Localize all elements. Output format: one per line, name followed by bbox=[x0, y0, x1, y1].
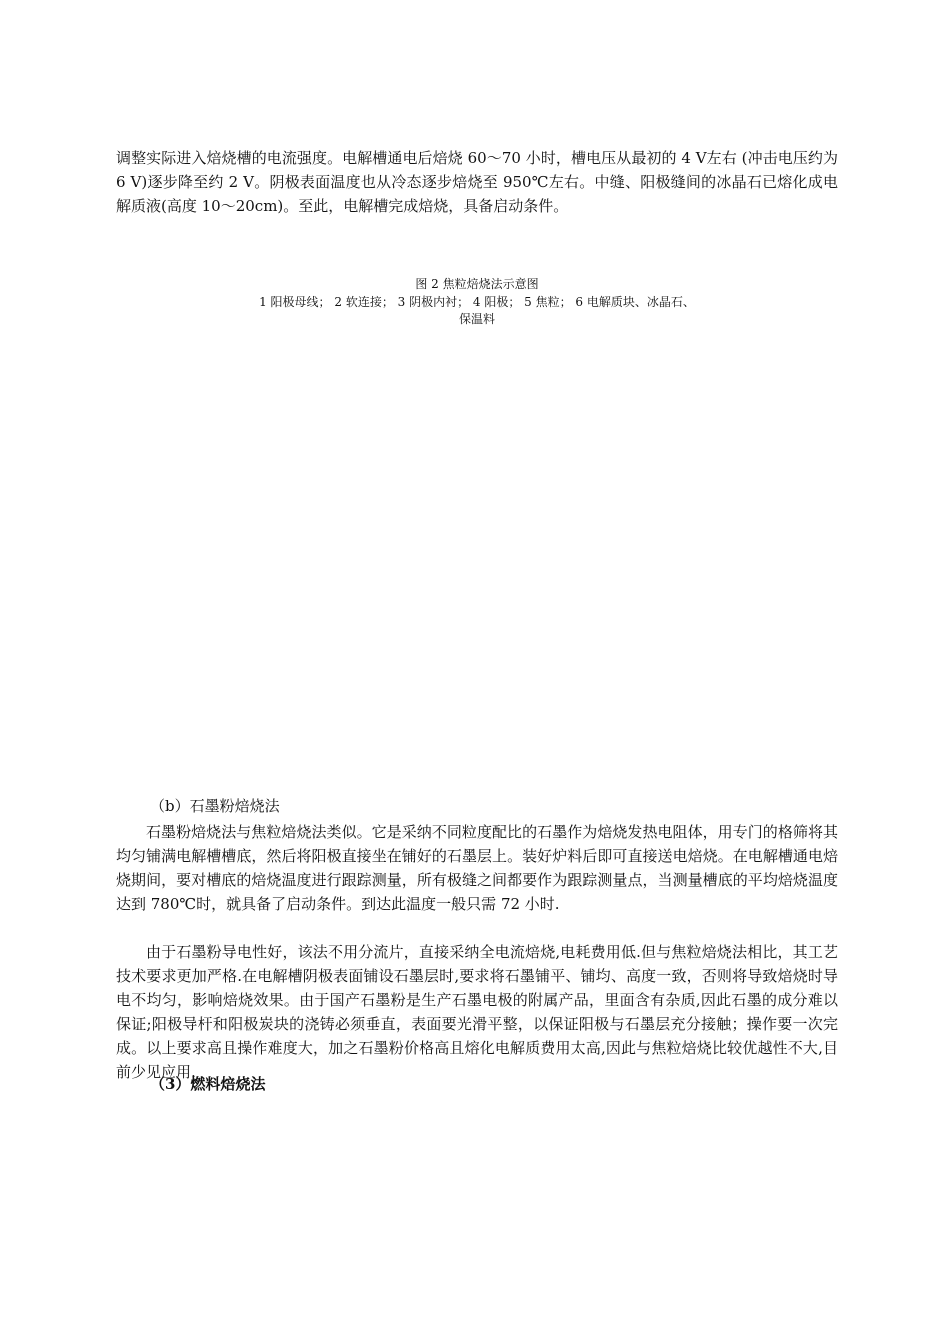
figure-caption-legend-continued: 保温料 bbox=[458, 312, 495, 326]
section-3-heading: （3）燃料焙烧法 bbox=[150, 1075, 266, 1093]
intro-paragraph: 调整实际进入焙烧槽的电流强度。电解槽通电后焙烧 60～70 小时，槽电压从最初的 4 V左右 (冲击电压约为 6 V)逐步降至约 2 V。阴极表面温度也从冷态逐步焙烧至 950℃左右。中缝、阳极缝间的冰晶石已熔化成电解质液(高度 10～20cm)。至此，电解槽完成焙烧，具备启动条件。 bbox=[116, 149, 838, 215]
figure-caption-legend: 1 阳极母线； 2 软连接； 3 阴极内衬； 4 阳极； 5 焦粒； 6 电解质块、冰晶石、 bbox=[259, 295, 695, 309]
figure-placeholder-area bbox=[116, 332, 838, 782]
section-b-paragraph-1: 石墨粉焙烧法与焦粒焙烧法类似。它是采纳不同粒度配比的石墨作为焙烧发热电阻体，用专门的格筛将其均匀铺满电解槽槽底，然后将阳极直接坐在铺好的石墨层上。装好炉料后即可直接送电焙烧。在电解槽通电焙烧期间，要对槽底的焙烧温度进行跟踪测量，所有极缝之间都要作为跟踪测量点，当测量槽底的平均焙烧温度达到 780℃时，就具备了启动条件。到达此温度一般只需 72 小时. bbox=[116, 823, 838, 913]
figure-caption-title: 图 2 焦粒焙烧法示意图 bbox=[415, 277, 539, 291]
section-b-heading: （b）石墨粉焙烧法 bbox=[150, 797, 280, 815]
section-b-paragraph-2: 由于石墨粉导电性好，该法不用分流片，直接采纳全电流焙烧,电耗费用低.但与焦粒焙烧法相比，其工艺技术要求更加严格.在电解槽阴极表面铺设石墨层时,要求将石墨铺平、铺均、高度一致，否则将导致焙烧时导电不均匀，影响焙烧效果。由于国产石墨粉是生产石墨电极的附属产品，里面含有杂质,因此石墨的成分难以保证;阳极导杆和阳极炭块的浇铸必须垂直，表面要光滑平整，以保证阳极与石墨层充分接触；操作要一次完成。以上要求高且操作难度大，加之石墨粉价格高且熔化电解质费用太高,因此与焦粒焙烧比较优越性不大,目前少见应用. bbox=[116, 943, 838, 1081]
